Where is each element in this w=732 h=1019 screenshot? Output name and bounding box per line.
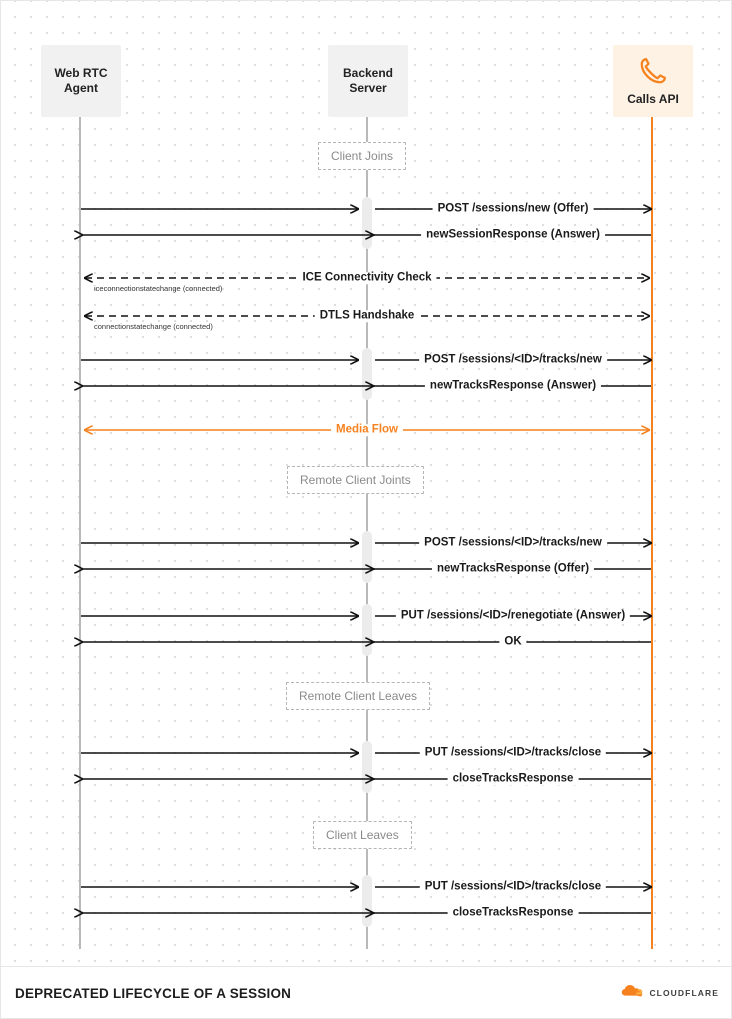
actor-calls-api[interactable] xyxy=(613,45,693,117)
message-label: PUT /sessions/<ID>/renegotiate (Answer) xyxy=(396,610,630,622)
message-label: POST /sessions/<ID>/tracks/new xyxy=(419,354,607,366)
message-label: POST /sessions/<ID>/tracks/new xyxy=(419,537,607,549)
phone-icon xyxy=(638,56,668,90)
message-label-media-flow: Media Flow xyxy=(331,424,403,436)
phase-label-text: Remote Client Joints xyxy=(300,473,411,487)
lifeline-webrtc-agent xyxy=(79,117,81,949)
activation-bar xyxy=(362,531,372,583)
phase-label-text: Remote Client Leaves xyxy=(299,689,418,703)
message-sublabel: connectionstatechange (connected) xyxy=(94,322,213,331)
message-label: newSessionResponse (Answer) xyxy=(421,229,605,241)
activation-bar xyxy=(362,197,372,249)
footer xyxy=(1,966,732,1019)
actor-label-line1: Web RTC xyxy=(54,66,108,80)
message-label: DTLS Handshake xyxy=(315,310,420,322)
message-label: PUT /sessions/<ID>/tracks/close xyxy=(420,881,606,893)
cloudflare-wordmark: CLOUDFLARE xyxy=(649,988,719,998)
diagram-title: DEPRECATED LIFECYCLE OF A SESSION xyxy=(15,985,292,1001)
actor-backend-server-label xyxy=(343,66,393,96)
message-label: ICE Connectivity Check xyxy=(297,272,436,284)
activation-bar xyxy=(362,875,372,927)
phase-label-remote-client-leaves xyxy=(286,682,430,710)
message-label: newTracksResponse (Answer) xyxy=(425,380,601,392)
lifeline-calls-api xyxy=(651,117,653,949)
phase-label-remote-client-joints xyxy=(287,466,424,494)
message-label: newTracksResponse (Offer) xyxy=(432,563,594,575)
phase-label-client-joins xyxy=(318,142,406,170)
actor-webrtc-agent[interactable] xyxy=(41,45,121,117)
actor-label-line2: Agent xyxy=(63,81,98,95)
message-label: closeTracksResponse xyxy=(448,907,579,919)
actor-label-line1: Backend xyxy=(342,66,394,80)
message-label: POST /sessions/new (Offer) xyxy=(433,203,594,215)
phase-label-text: Client Joins xyxy=(331,149,394,163)
actor-label-line2: Server xyxy=(349,81,387,95)
phase-label-client-leaves xyxy=(313,821,412,849)
cloudflare-brand xyxy=(618,984,719,1002)
message-label: OK xyxy=(499,636,526,648)
message-label: closeTracksResponse xyxy=(448,773,579,785)
phase-label-text: Client Leaves xyxy=(326,828,399,842)
activation-bar xyxy=(362,741,372,793)
message-sublabel: iceconnectionstatechange (connected) xyxy=(94,284,223,293)
actor-backend-server[interactable] xyxy=(328,45,408,117)
actor-calls-api-label: Calls API xyxy=(627,91,679,106)
activation-bar xyxy=(362,604,372,656)
diagram-canvas xyxy=(1,1,732,966)
activation-bar xyxy=(362,348,372,400)
actor-webrtc-agent-label xyxy=(54,66,107,96)
message-label: PUT /sessions/<ID>/tracks/close xyxy=(420,747,606,759)
cloudflare-cloud-icon xyxy=(618,984,644,1002)
